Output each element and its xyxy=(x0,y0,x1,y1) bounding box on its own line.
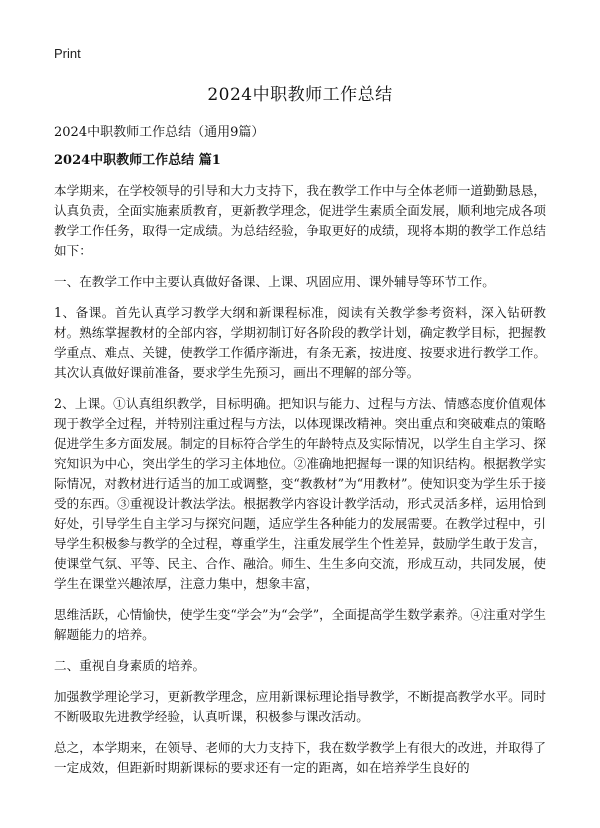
paragraph-point-2: 二、重视自身素质的培养。 xyxy=(54,658,206,673)
document-body xyxy=(54,181,546,789)
print-label[interactable]: Print xyxy=(54,46,81,61)
document-title: 2024中职教师工作总结 xyxy=(207,85,393,105)
paragraph-class-cont: 思维活跃，心情愉快，使学生变“学会”为“会学”，全面提高学生数学素养。④注重对学生解题能力的培养。 xyxy=(54,607,546,642)
paragraph-summary: 总之，本学期来，在领导、老师的大力支持下，我在数学教学上有很大的改进，并取得了一定成效，但距新时期新课标的要求还有一定的距离，如在培养学生良好的 xyxy=(54,740,546,775)
paragraph-point-1: 一、在教学工作中主要认真做好备课、上课、巩固应用、课外辅导等环节工作。 xyxy=(54,274,495,289)
paragraph-theory: 加强教学理论学习，更新教学理念，应用新课标理论指导教学，不断提高教学水平。同时不断吸取先进教学经验，认真听课，积极参与课改活动。 xyxy=(54,689,546,724)
section-heading: 2024中职教师工作总结 篇1 xyxy=(54,153,221,168)
paragraph-lesson-prep: 1、备课。首先认真学习教学大纲和新课程标准，阅读有关教学参考资料，深入钻研教材。熟练掌握教材的全部内容，学期初制订好各阶段的教学计划，确定教学目标，把握教学重点、难点、关键，使教学工作循序渐进，有条无紊，按进度、按要求进行教学工作。其次认真做好课前准备，要求学生先预习，画出不理解的部分等。 xyxy=(54,305,546,380)
paragraph-intro: 本学期来，在学校领导的引导和大力支持下，我在教学工作中与全体老师一道勤勤恳恳，认真负责，全面实施素质教育，更新教学理念，促进学生素质全面发展，顺利地完成各项教学工作任务，取得一定成绩。为总结经验，争取更好的成绩，现将本期的教学工作总结如下： xyxy=(54,183,546,258)
document-subtitle: 2024中职教师工作总结（通用9篇） xyxy=(54,125,265,140)
paragraph-class: 2、上课。①认真组织教学，目标明确。把知识与能力、过程与方法、情感态度价值观体现于教学全过程，并特别注重过程与方法，以体现课改精神。突出重点和突破难点的策略促进学生多方面发展。制定的目标符合学生的年龄特点及实际情况，以学生自主学习、探究知识为中心，突出学生的学习主体地位。②准确地把握每一课的知识结构。根据教学实际情况，对教材进行适当的加工或调整，变“教教材”为“用教材”。使知识变为学生乐于接受的东西。③重视设计教法学法。根据教学内容设计教学活动，形式灵活多样，运用恰到好处，引导学生自主学习与探究问题，适应学生各种能力的发展需要。在教学过程中，引导学生积极参与教学的全过程，尊重学生，注重发展学生个性差异，鼓励学生敢于发言，使课堂气氛、平等、民主、合作、融洽。师生、生生多向交流，形成互动，共同发展，使学生在课堂兴趣浓厚，注意力集中，想象丰富， xyxy=(54,396,546,591)
